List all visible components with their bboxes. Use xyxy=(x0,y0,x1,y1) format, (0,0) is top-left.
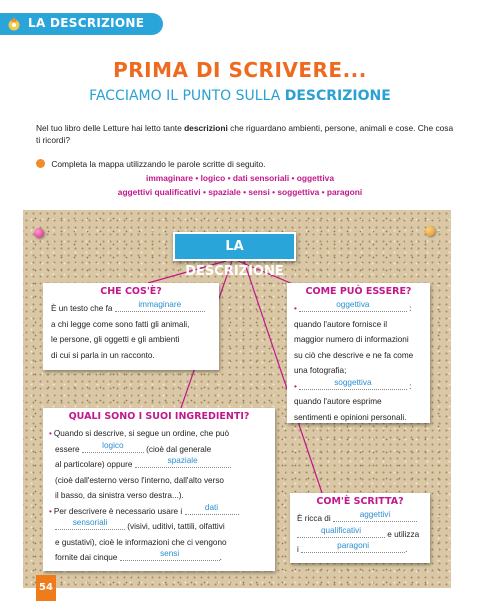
answer-text: paragoni xyxy=(337,541,370,550)
text-line: È un testo che fa xyxy=(51,304,113,313)
intro-before: Nel tuo libro delle Letture hai letto tante xyxy=(36,123,182,133)
text-line: a chi legge come sono fatti gli animali, xyxy=(51,319,190,329)
answer-text: aggettivi xyxy=(359,510,391,519)
pushpin-icon xyxy=(34,228,44,238)
text-line: una fotografia; xyxy=(294,366,347,375)
answer-text: sensoriali xyxy=(72,518,108,527)
pushpin-icon xyxy=(425,226,435,236)
box-heading: COM'È SCRITTA? xyxy=(316,496,404,507)
text-line: al particolare) oppure xyxy=(55,460,133,469)
box-heading: CHE COS'È? xyxy=(100,286,162,297)
bullet-icon: • xyxy=(294,381,297,391)
word-bank-line-1: immaginare • logico • dati sensoriali • oggettiva xyxy=(146,173,334,183)
text-line: (visivi, uditivi, tattili, olfattivi xyxy=(127,522,225,531)
answer-blank[interactable] xyxy=(333,511,417,522)
answer-blank[interactable] xyxy=(115,301,205,312)
bullet-icon: • xyxy=(49,429,52,438)
answer-text: sensi xyxy=(160,549,180,558)
box-heading: QUALI SONO I SUOI INGREDIENTI? xyxy=(68,411,250,422)
text-line: quando l'autore esprime xyxy=(294,397,382,406)
page-number: 54 xyxy=(36,575,56,601)
box-body: • Quando si descrive, si segue un ordine, che può essere logico (cioè dal generale al particolare) oppure spaziale (cioè dall'esterno verso l'interno, dall'alto verso il basso, da sinistra verso destra...). • Per descrivere è necessario usare i dati sensoriali (visivi, uditivi, tattili, olfattivi e gustativi), cioè le informazioni che ci vengono fornite dai cinque sensi . xyxy=(49,426,269,566)
box-body: • oggettiva : quando l'autore fornisce il maggior numero di informazioni su ciò che descrive e ne fa come una fotografia; • soggettiva : quando l'autore esprime sentimenti e opinioni personali. xyxy=(294,301,423,425)
text-line: Quando si descrive, si segue un ordine, che può xyxy=(53,429,230,438)
text-line: il basso, da sinistra verso destra...). xyxy=(55,491,184,500)
box-heading: COME PUÒ ESSERE? xyxy=(305,286,412,297)
box-ingredienti xyxy=(43,408,275,571)
section-label: LA DESCRIZIONE xyxy=(28,16,145,30)
box-come-puo-essere xyxy=(287,283,430,423)
intro-bold: descrizioni xyxy=(184,123,228,133)
text-line: i xyxy=(297,545,299,554)
intro-after: che riguardano ambienti, persone, animali e cose. Che cosa ti ricordi? xyxy=(36,123,454,145)
answer-text: soggettiva xyxy=(334,377,372,387)
instruction-text: Completa la mappa utilizzando le parole scritte di seguito. xyxy=(51,159,266,169)
text-line: su ciò che descrive e ne fa come xyxy=(294,350,414,360)
text-line: maggior numero di informazioni xyxy=(294,335,409,344)
text-line: (cioè dal generale xyxy=(146,444,212,454)
answer-text: immaginare xyxy=(138,300,182,309)
text-line: fornite dai cinque xyxy=(55,553,118,562)
text-line: di cui si parla in un racconto. xyxy=(51,350,155,360)
text-line: essere xyxy=(55,444,80,454)
answer-blank[interactable] xyxy=(135,457,231,468)
subtitle-highlight: DESCRIZIONE xyxy=(284,88,391,104)
text-line: È ricca di xyxy=(297,514,331,523)
text-line: e gustativi), cioè le informazioni che ci vengono xyxy=(55,537,227,547)
answer-blank[interactable] xyxy=(82,442,144,453)
answer-text: oggettiva xyxy=(336,300,370,309)
box-body: È ricca di aggettivi qualificativi e utilizza i paragoni . xyxy=(297,510,420,554)
text-line: Per descrivere è necessario usare i xyxy=(53,506,183,516)
answer-blank[interactable] xyxy=(299,301,407,312)
text-line: le persone, gli oggetti e gli ambienti xyxy=(51,335,180,344)
text-line: (cioè dall'esterno verso l'interno, dall'alto verso xyxy=(55,475,224,485)
subtitle-prefix: FACCIAMO IL PUNTO SULLA xyxy=(89,88,281,104)
answer-blank[interactable] xyxy=(299,379,407,390)
text-line: e utilizza xyxy=(387,529,420,539)
answer-blank[interactable] xyxy=(185,504,239,515)
text-line: sentimenti e opinioni personali. xyxy=(294,412,407,422)
bullet-icon: • xyxy=(294,304,297,313)
box-come-scritta xyxy=(290,493,430,563)
answer-blank[interactable] xyxy=(120,550,220,561)
box-body xyxy=(51,301,211,363)
answer-blank[interactable] xyxy=(55,519,125,530)
page-title: PRIMA DI SCRIVERE... xyxy=(113,58,367,82)
box-che-cose xyxy=(43,283,219,370)
answer-text: logico xyxy=(102,440,124,450)
bullet-icon: • xyxy=(49,506,52,516)
answer-text: spaziale xyxy=(167,456,198,465)
word-bank-line-2: aggettivi qualificativi • spaziale • sensi • soggettiva • paragoni xyxy=(117,187,363,197)
map-center-title: LA DESCRIZIONE xyxy=(173,232,296,261)
answer-blank[interactable] xyxy=(297,527,385,538)
answer-text: qualificativi xyxy=(320,525,362,535)
answer-text: dati xyxy=(204,502,219,512)
text-line: quando l'autore fornisce il xyxy=(294,319,388,329)
answer-blank[interactable] xyxy=(301,542,405,553)
